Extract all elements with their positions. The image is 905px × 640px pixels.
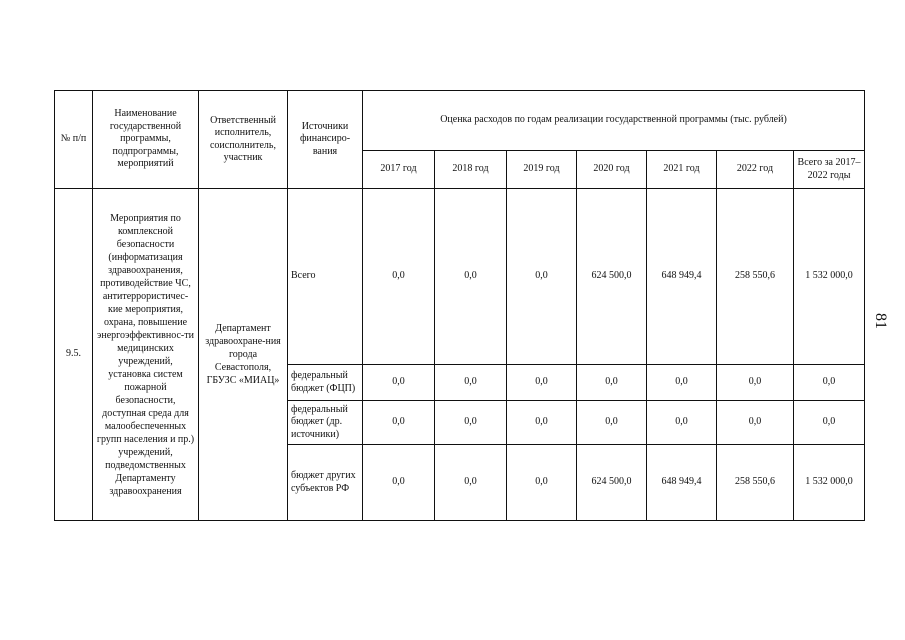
value-cell: 0,0	[717, 365, 794, 401]
year-header-2021: 2021 год	[647, 151, 717, 189]
value-cell: 0,0	[363, 445, 435, 521]
responsible-party: Департамент здравоохране-ния города Севастополя, ГБУЗС «МИАЦ»	[199, 189, 288, 521]
year-header-2019: 2019 год	[507, 151, 577, 189]
year-header-total: Всего за 2017–2022 годы	[794, 151, 865, 189]
row-number: 9.5.	[55, 189, 93, 521]
value-cell: 0,0	[507, 365, 577, 401]
col-sources-header: Источники финансиро-вания	[288, 91, 363, 189]
value-cell: 624 500,0	[577, 445, 647, 521]
source-label: федеральный бюджет (др. источники)	[288, 401, 363, 445]
page-number: 81	[872, 313, 889, 329]
budget-table	[54, 90, 865, 521]
value-cell: 0,0	[577, 365, 647, 401]
value-cell-total: 0,0	[794, 401, 865, 445]
value-cell: 0,0	[507, 401, 577, 445]
year-header-2022: 2022 год	[717, 151, 794, 189]
value-cell: 0,0	[647, 401, 717, 445]
value-cell: 0,0	[577, 401, 647, 445]
header-row	[55, 91, 865, 151]
value-cell: 0,0	[363, 401, 435, 445]
source-label: федеральный бюджет (ФЦП)	[288, 365, 363, 401]
value-cell: 0,0	[647, 365, 717, 401]
col-num-header: № п/п	[55, 91, 93, 189]
col-name-header: Наименование государственной программы, подпрограммы, мероприятий	[93, 91, 199, 189]
year-header-2020: 2020 год	[577, 151, 647, 189]
value-cell: 0,0	[363, 189, 435, 365]
year-header-2017: 2017 год	[363, 151, 435, 189]
col-estimate-header: Оценка расходов по годам реализации государственной программы (тыс. рублей)	[363, 91, 865, 151]
value-cell: 0,0	[363, 365, 435, 401]
value-cell: 0,0	[507, 445, 577, 521]
value-cell: 624 500,0	[577, 189, 647, 365]
value-cell: 0,0	[435, 401, 507, 445]
value-cell: 0,0	[435, 445, 507, 521]
col-responsible-header: Ответственный исполнитель, соисполнитель, участник	[199, 91, 288, 189]
source-label: бюджет других субъектов РФ	[288, 445, 363, 521]
value-cell: 258 550,6	[717, 445, 794, 521]
value-cell: 648 949,4	[647, 189, 717, 365]
source-label: Всего	[288, 189, 363, 365]
value-cell: 0,0	[507, 189, 577, 365]
value-cell: 0,0	[717, 401, 794, 445]
value-cell-total: 1 532 000,0	[794, 445, 865, 521]
activity-name: Мероприятия по комплексной безопасности (информатизация здравоохранения, противодействие ЧС, антитеррористичес-кие мероприятия, охрана, повышение энергоэффективнос-ти медицинских учреждений, установка систем пожарной безопасности, доступная среда для малообеспеченных групп населения и пр.) учреждений, подведомственных Департаменту здравоохранения	[93, 189, 199, 521]
value-cell: 258 550,6	[717, 189, 794, 365]
table-row	[55, 189, 865, 365]
year-header-2018: 2018 год	[435, 151, 507, 189]
value-cell-total: 1 532 000,0	[794, 189, 865, 365]
value-cell: 0,0	[435, 365, 507, 401]
value-cell: 0,0	[435, 189, 507, 365]
value-cell-total: 0,0	[794, 365, 865, 401]
value-cell: 648 949,4	[647, 445, 717, 521]
